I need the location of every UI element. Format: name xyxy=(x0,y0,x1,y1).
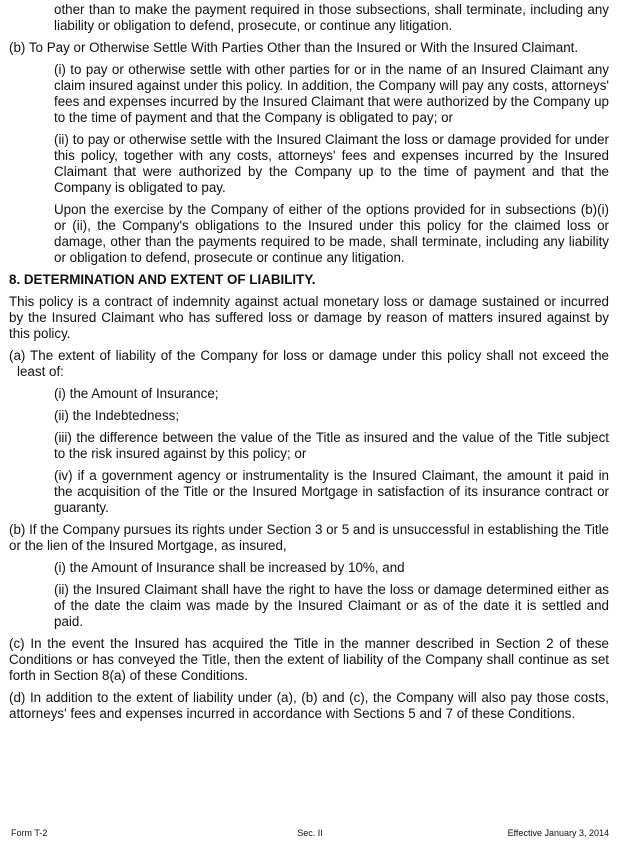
paragraph-8b: (b) If the Company pursues its rights under Section 3 or 5 and is unsuccessful in establishing the Title or the lien of the Insured Mortgage, as insured, xyxy=(9,522,609,553)
footer-effective-date: Effective January 3, 2014 xyxy=(507,828,609,838)
paragraph-8-intro: This policy is a contract of indemnity against actual monetary loss or damage sustained or incurred by the Insured Claimant who has suffered loss or damage by reason of matters insured against by this policy. xyxy=(9,294,609,341)
paragraph-8a-ii: (ii) the Indebtedness; xyxy=(54,408,180,423)
document-body xyxy=(9,2,609,722)
paragraph-8a-i: (i) the Amount of Insurance; xyxy=(54,386,219,401)
page-footer xyxy=(11,828,609,838)
paragraph-7b-upon-exercise: Upon the exercise by the Company of either of the options provided for in subsections (b)(i) or (ii), the Company's obligations to the Insured under this policy for the claimed loss or damage, other than the payments required to be made, shall terminate, including any liability or obligation to defend, prosecute or continue any litigation. xyxy=(54,202,609,265)
paragraph-8d: (d) In addition to the extent of liability under (a), (b) and (c), the Company will also pay those costs, attorneys' fees and expenses incurred in accordance with Sections 5 and 7 of these Conditions. xyxy=(9,690,609,721)
footer-form-number: Form T-2 xyxy=(11,828,48,838)
paragraph-8a-iv: (iv) if a government agency or instrumentality is the Insured Claimant, the amount it paid in the acquisition of the Title or the Insured Mortgage in satisfaction of its insurance contract or guaranty. xyxy=(54,468,609,515)
section-8-heading: 8. DETERMINATION AND EXTENT OF LIABILITY. xyxy=(9,272,316,287)
paragraph-7b-i: (i) to pay or otherwise settle with other parties for or in the name of an Insured Claimant any claim insured against under this policy. In addition, the Company will pay any costs, attorneys' fees and expenses incurred by the Insured Claimant that were authorized by the Company up to the time of payment and that the Company is obligated to pay; or xyxy=(54,62,609,125)
paragraph-7b-ii: (ii) to pay or otherwise settle with the Insured Claimant the loss or damage provided for under this policy, together with any costs, attorneys' fees and expenses incurred by the Insured Claimant that were authorized by the Company up to the time of payment and that the Company is obligated to pay. xyxy=(54,132,609,195)
paragraph-8a: (a) The extent of liability of the Company for loss or damage under this policy shall not exceed the least of: xyxy=(9,348,609,379)
paragraph-8b-i: (i) the Amount of Insurance shall be increased by 10%, and xyxy=(54,560,405,575)
paragraph-8b-ii: (ii) the Insured Claimant shall have the right to have the loss or damage determined either as of the date the claim was made by the Insured Claimant or as of the date it is settled and paid. xyxy=(54,582,609,629)
paragraph-8c: (c) In the event the Insured has acquired the Title in the manner described in Section 2 of these Conditions or has conveyed the Title, then the extent of liability of the Company shall continue as set forth in Section 8(a) of these Conditions. xyxy=(9,636,609,683)
paragraph-7b-heading: (b) To Pay or Otherwise Settle With Parties Other than the Insured or With the Insured Claimant. xyxy=(9,40,579,55)
paragraph-continuation: other than to make the payment required in those subsections, shall terminate, including any liability or obligation to defend, prosecute, or continue any litigation. xyxy=(54,2,609,33)
paragraph-8a-iii: (iii) the difference between the value of the Title as insured and the value of the Title subject to the risk insured against by this policy; or xyxy=(54,430,609,461)
footer-section: Sec. II xyxy=(297,828,323,838)
